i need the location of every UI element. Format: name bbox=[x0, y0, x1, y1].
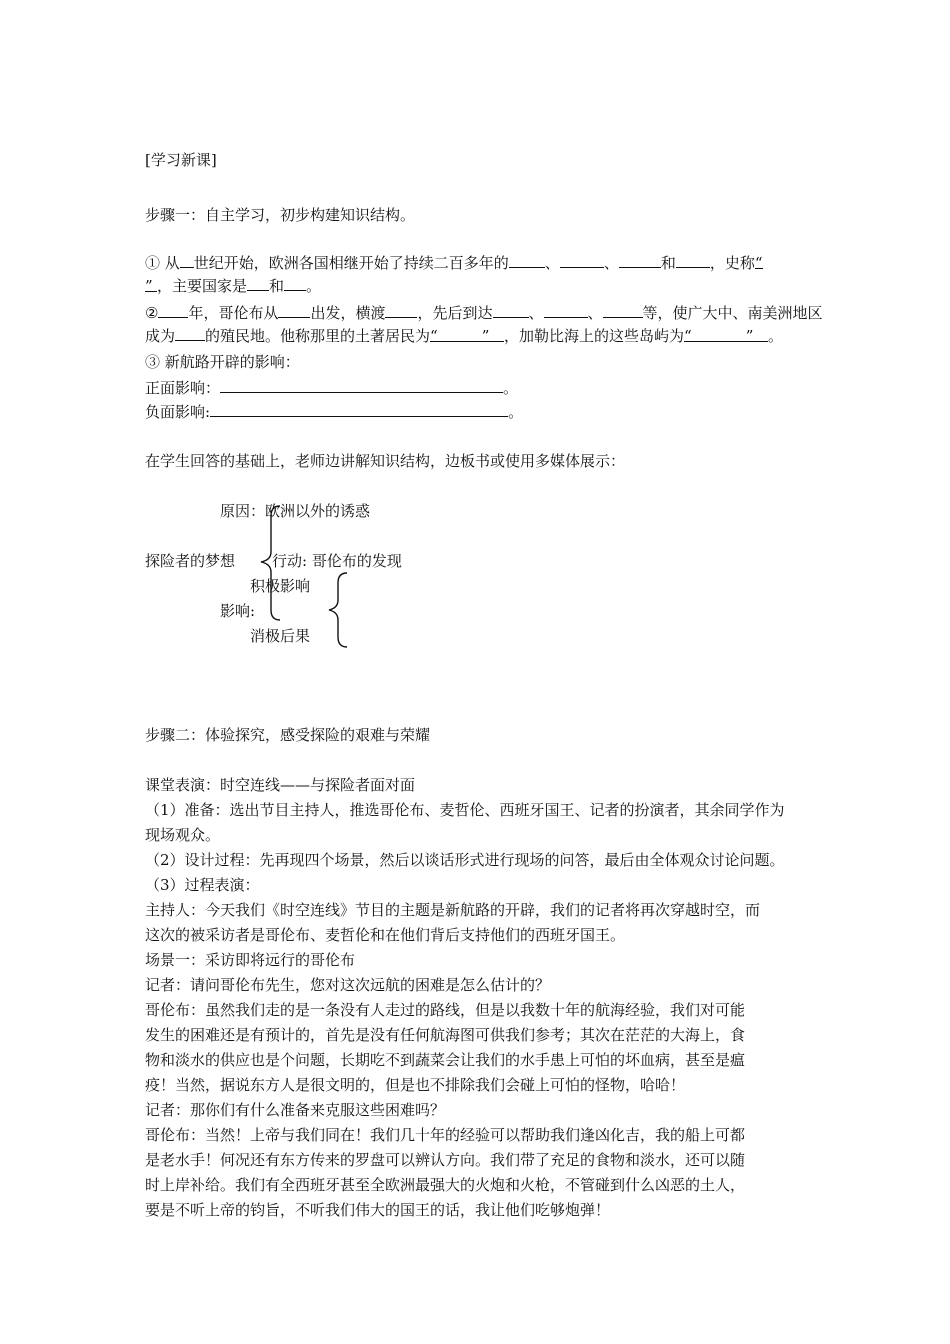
q1-and-2: 和 bbox=[269, 277, 285, 295]
prep-line-1: （1）准备：选出节目主持人，推选哥伦布、麦哲伦、西班牙国王、记者的扮演者，其余同学作为 bbox=[145, 801, 785, 819]
columbus-a1-line-3: 物和淡水的供应也是个问题，长期吃不到蔬菜会让我们的水手患上可怕的坏血病，甚至是瘟 bbox=[145, 1051, 746, 1069]
negative-impact-label: 负面影响: bbox=[145, 403, 211, 421]
columbus-a2-line-3: 时上岸补给。我们有全西班牙甚至全欧洲最强大的火炮和火枪，不管碰到什么凶恶的土人， bbox=[145, 1176, 746, 1194]
q2-quote-close-2: ” bbox=[745, 327, 754, 345]
columbus-a1-line-1: 哥伦布：虽然我们走的是一条没有人走过的路线，但是以我数十年的航海经验，我们对可能 bbox=[145, 1001, 746, 1019]
q2-text-b: 年，哥伦布从 bbox=[188, 304, 279, 322]
main-brace bbox=[261, 506, 280, 620]
columbus-a1-line-4: 疫！当然，据说东方人是很文明的，但是也不排除我们会碰上可怕的怪物，哈哈！ bbox=[145, 1076, 686, 1094]
q2-quote-open-1: “ bbox=[430, 327, 438, 345]
q2-text-g: 等，使广大中、南美洲地区 bbox=[642, 304, 823, 322]
q2-text-c: 出发，横渡 bbox=[310, 304, 386, 322]
step2-title: 步骤二：体验探究，感受探险的艰难与荣耀 bbox=[145, 726, 431, 744]
positive-impact-end: 。 bbox=[503, 379, 519, 397]
q2-text-i: 的殖民地。他称那里的土著居民为 bbox=[205, 327, 431, 345]
prep-line-2: 现场观众。 bbox=[145, 826, 221, 844]
scene1-title: 场景一：采访即将远行的哥伦布 bbox=[145, 951, 356, 969]
columbus-a2-line-1: 哥伦布：当然！上帝与我们同在！我们几十年的经验可以帮助我们逢凶化吉，我的船上可都 bbox=[145, 1126, 746, 1144]
perform-line: （3）过程表演： bbox=[145, 876, 260, 894]
q1-text-i: ，主要国家是 bbox=[157, 277, 248, 295]
q2-end: 。 bbox=[768, 327, 784, 345]
q1-text-b: 世纪开始，欧洲各国相继开始了持续二百多年的 bbox=[193, 254, 509, 272]
reporter-q2: 记者：那你们有什么准备来克服这些困难吗？ bbox=[145, 1101, 446, 1119]
q1-sep-1: 、 bbox=[544, 254, 560, 272]
columbus-a1-line-2: 发生的困难还是有预计的，首先是没有任何航海图可供我们参考；其次在茫茫的大海上，食 bbox=[145, 1026, 746, 1044]
reporter-q1: 记者：请问哥伦布先生，您对这次远航的困难是怎么估计的？ bbox=[145, 976, 551, 994]
host-line-1: 主持人：今天我们《时空连线》节目的主题是新航路的开辟，我们的记者将再次穿越时空，而 bbox=[145, 901, 761, 919]
design-line: （2）设计过程：先再现四个场景，然后以谈话形式进行现场的问答，最后由全体观众讨论问题。 bbox=[145, 851, 785, 869]
activity-title: 课堂表演：时空连线——与探险者面对面 bbox=[145, 776, 416, 794]
impact-brace bbox=[329, 573, 347, 647]
teacher-note: 在学生回答的基础上，老师边讲解知识结构，边板书或使用多媒体展示： bbox=[145, 452, 626, 470]
q1-text-a: ① 从 bbox=[145, 254, 180, 272]
step1-title: 步骤一：自主学习，初步构建知识结构。 bbox=[145, 206, 416, 224]
positive-impact-label: 正面影响： bbox=[145, 379, 221, 397]
diagram-positive: 积极影响 bbox=[250, 577, 311, 595]
q2-quote-close-1: ” bbox=[481, 327, 490, 345]
q1-sep-2: 、 bbox=[603, 254, 619, 272]
q2-text-d: ，先后到达 bbox=[417, 304, 493, 322]
q1-end: 。 bbox=[306, 277, 322, 295]
q1-quote-close: ” bbox=[145, 277, 153, 295]
q1-quote-open: “ bbox=[754, 254, 763, 272]
q2-quote-open-2: “ bbox=[684, 327, 692, 345]
q2-sep-1: 、 bbox=[528, 304, 544, 322]
section-title: [学习新课] bbox=[145, 151, 217, 169]
q2-text-a: ② bbox=[145, 304, 159, 322]
columbus-a2-line-4: 要是不听上帝的钧旨，不听我们伟大的国王的话，我让他们吃够炮弹！ bbox=[145, 1201, 611, 1219]
question-3-title: ③ 新航路开辟的影响： bbox=[145, 353, 300, 371]
q1-text-f: ，史称 bbox=[709, 254, 755, 272]
diagram-root: 探险者的梦想 bbox=[145, 552, 236, 570]
q2-text-h: 成为 bbox=[145, 327, 176, 345]
diagram-impact: 影响: bbox=[220, 602, 256, 620]
diagram-reason: 原因：欧洲以外的诱惑 bbox=[220, 502, 371, 520]
diagram-action: 行动: 哥伦布的发现 bbox=[272, 552, 402, 570]
columbus-a2-line-2: 是老水手！何况还有东方传来的罗盘可以辨认方向。我们带了充足的食物和淡水，还可以随 bbox=[145, 1151, 746, 1169]
q1-and-1: 和 bbox=[660, 254, 676, 272]
host-line-2: 这次的被采访者是哥伦布、麦哲伦和在他们背后支持他们的西班牙国王。 bbox=[145, 926, 626, 944]
diagram-negative: 消极后果 bbox=[250, 627, 311, 645]
negative-impact-end: 。 bbox=[508, 403, 524, 421]
q2-sep-2: 、 bbox=[587, 304, 603, 322]
q2-text-l: ，加勒比海上的这些岛屿为 bbox=[504, 327, 685, 345]
